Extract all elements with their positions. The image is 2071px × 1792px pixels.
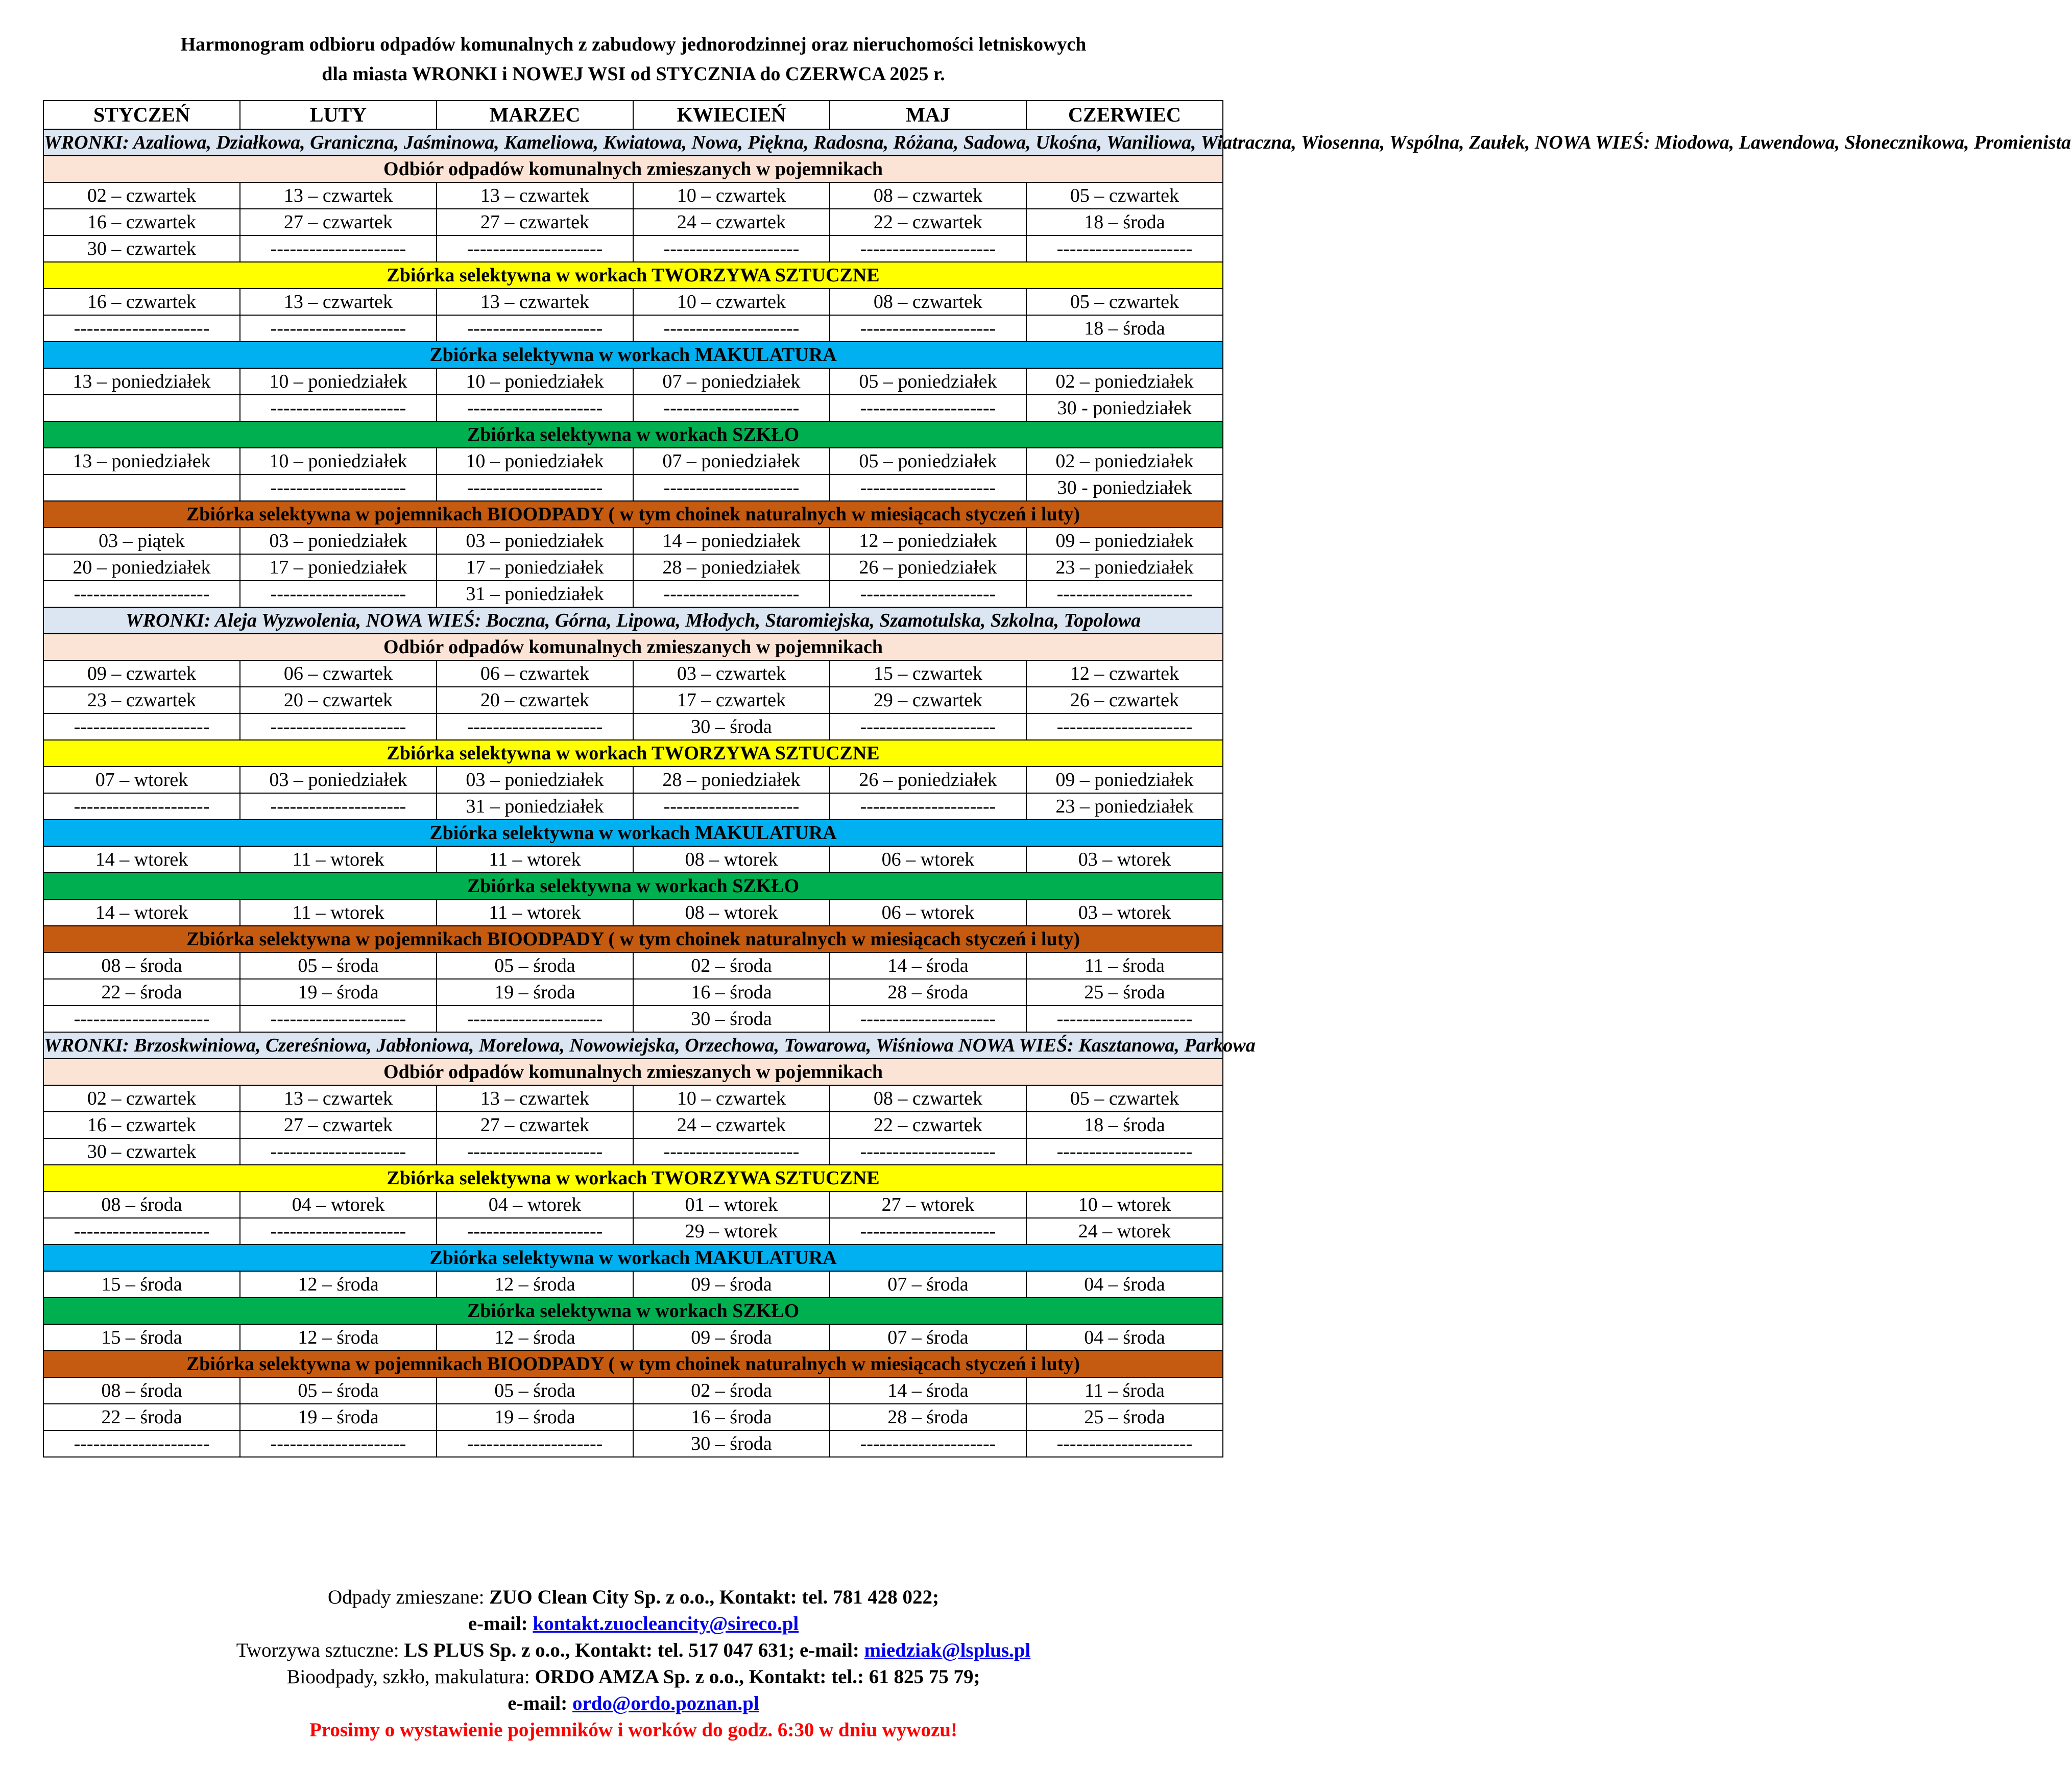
collection-type-row (43, 1351, 1223, 1377)
date-cell: 10 – poniedziałek (437, 368, 633, 395)
date-cell: --------------------- (43, 1430, 240, 1457)
collection-type-header-glass: Zbiórka selektywna w workach SZKŁO (43, 873, 1223, 899)
table-row (43, 581, 1223, 607)
street-list: WRONKI: Brzoskwiniowa, Czereśniowa, Jabłoniowa, Morelowa, Nowowiejska, Orzechowa, Towarowa, Wiśniowa NOWA WIEŚ: Kasztanowa, Parkowa (43, 1032, 1223, 1059)
date-cell: 23 – poniedziałek (1026, 554, 1223, 581)
date-cell: --------------------- (1026, 235, 1223, 262)
date-cell (43, 474, 240, 501)
date-cell: 30 – środa (633, 1006, 830, 1032)
date-cell: 03 – poniedziałek (240, 528, 437, 554)
date-cell: 11 – wtorek (437, 846, 633, 873)
date-cell: 14 – środa (830, 952, 1026, 979)
date-cell: 17 – czwartek (633, 687, 830, 713)
street-list: WRONKI: Aleja Wyzwolenia, NOWA WIEŚ: Boczna, Górna, Lipowa, Młodych, Staromiejska, Szamotulska, Szkolna, Topolowa (43, 607, 1223, 634)
date-cell: --------------------- (830, 793, 1026, 820)
date-cell: --------------------- (43, 1218, 240, 1245)
date-cell: 02 – środa (633, 1377, 830, 1404)
date-cell: 19 – środa (437, 1404, 633, 1430)
date-cell: --------------------- (830, 1218, 1026, 1245)
date-cell: 07 – wtorek (43, 767, 240, 793)
date-cell: 17 – poniedziałek (437, 554, 633, 581)
bio-email-line (0, 1690, 1267, 1717)
collection-type-header-paper: Zbiórka selektywna w workach MAKULATURA (43, 1245, 1223, 1271)
date-cell: 09 – środa (633, 1324, 830, 1351)
date-cell: 15 – czwartek (830, 660, 1026, 687)
date-cell: 04 – wtorek (437, 1191, 633, 1218)
date-cell: --------------------- (240, 1218, 437, 1245)
date-cell: 06 – czwartek (437, 660, 633, 687)
month-header: KWIECIEŃ (633, 101, 830, 129)
date-cell: 16 – środa (633, 1404, 830, 1430)
table-row (43, 793, 1223, 820)
table-row (43, 1324, 1223, 1351)
date-cell: --------------------- (240, 315, 437, 342)
collection-type-row (43, 421, 1223, 448)
date-cell: 24 – wtorek (1026, 1218, 1223, 1245)
date-cell: --------------------- (437, 395, 633, 421)
date-cell: 16 – czwartek (43, 209, 240, 235)
date-cell: 03 – poniedziałek (437, 528, 633, 554)
date-cell: 09 – środa (633, 1271, 830, 1298)
date-cell: 09 – poniedziałek (1026, 767, 1223, 793)
date-cell: 10 – poniedziałek (437, 448, 633, 474)
date-cell: 24 – czwartek (633, 209, 830, 235)
location-row (43, 129, 1223, 156)
date-cell: 11 – wtorek (437, 899, 633, 926)
date-cell: 27 – czwartek (437, 209, 633, 235)
date-cell: 26 – czwartek (1026, 687, 1223, 713)
date-cell: 10 – czwartek (633, 182, 830, 209)
date-cell: --------------------- (1026, 1006, 1223, 1032)
date-cell: --------------------- (240, 1138, 437, 1165)
collection-type-row (43, 926, 1223, 952)
date-cell: 26 – poniedziałek (830, 767, 1026, 793)
date-cell: 18 – środa (1026, 315, 1223, 342)
table-row (43, 315, 1223, 342)
date-cell: 10 – poniedziałek (240, 448, 437, 474)
date-cell: 30 – czwartek (43, 1138, 240, 1165)
date-cell: 13 – czwartek (437, 289, 633, 315)
pickup-time-warning: Prosimy o wystawienie pojemników i worków do godz. 6:30 w dniu wywozu! (309, 1719, 957, 1741)
date-cell: 16 – czwartek (43, 1112, 240, 1138)
date-cell: --------------------- (240, 1430, 437, 1457)
date-cell: --------------------- (633, 793, 830, 820)
date-cell: 24 – czwartek (633, 1112, 830, 1138)
bio-company: ORDO AMZA Sp. z o.o., Kontakt: tel.: 61 825 75 79; (535, 1666, 980, 1688)
date-cell: --------------------- (633, 235, 830, 262)
date-cell: --------------------- (43, 793, 240, 820)
schedule-table (43, 100, 2071, 1458)
date-cell: --------------------- (633, 1138, 830, 1165)
date-cell: 28 – środa (830, 1404, 1026, 1430)
table-row (43, 368, 1223, 395)
table-row (43, 395, 1223, 421)
date-cell: 13 – poniedziałek (43, 448, 240, 474)
date-cell: --------------------- (437, 713, 633, 740)
table-row (43, 713, 1223, 740)
date-cell: 27 – czwartek (240, 1112, 437, 1138)
date-cell: 27 – czwartek (240, 209, 437, 235)
month-header: MARZEC (437, 101, 633, 129)
date-cell: 25 – środa (1026, 1404, 1223, 1430)
date-cell: 02 – poniedziałek (1026, 368, 1223, 395)
collection-type-header-paper: Zbiórka selektywna w workach MAKULATURA (43, 820, 1223, 846)
collection-type-row (43, 1245, 1223, 1271)
collection-type-row (43, 1165, 1223, 1191)
date-cell: 20 – poniedziałek (43, 554, 240, 581)
date-cell: 23 – poniedziałek (1026, 793, 1223, 820)
date-cell: 16 – czwartek (43, 289, 240, 315)
date-cell: --------------------- (43, 581, 240, 607)
date-cell: 25 – środa (1026, 979, 1223, 1006)
mixed-email-label: e-mail: (468, 1613, 528, 1635)
date-cell: 11 – wtorek (240, 846, 437, 873)
date-cell: 14 – środa (830, 1377, 1026, 1404)
date-cell: --------------------- (437, 315, 633, 342)
date-cell: --------------------- (437, 1218, 633, 1245)
date-cell: 09 – poniedziałek (1026, 528, 1223, 554)
location-row (43, 1032, 1223, 1059)
date-cell: 29 – wtorek (633, 1218, 830, 1245)
date-cell: 11 – środa (1026, 952, 1223, 979)
date-cell: 05 – środa (240, 952, 437, 979)
collection-type-row (43, 501, 1223, 528)
date-cell: 11 – wtorek (240, 899, 437, 926)
table-row (43, 687, 1223, 713)
date-cell: 31 – poniedziałek (437, 581, 633, 607)
date-cell: 03 – czwartek (633, 660, 830, 687)
date-cell: 03 – poniedziałek (437, 767, 633, 793)
date-cell: --------------------- (1026, 1138, 1223, 1165)
bio-contact-line (0, 1664, 1267, 1690)
collection-type-header-glass: Zbiórka selektywna w workach SZKŁO (43, 1298, 1223, 1324)
mixed-email-line (0, 1611, 1267, 1637)
date-cell: --------------------- (240, 793, 437, 820)
month-header: MAJ (830, 101, 1026, 129)
date-cell: 13 – poniedziałek (43, 368, 240, 395)
date-cell: 30 – czwartek (43, 235, 240, 262)
date-cell: 01 – wtorek (633, 1191, 830, 1218)
date-cell: --------------------- (43, 315, 240, 342)
date-cell: 12 – środa (437, 1271, 633, 1298)
date-cell: 22 – czwartek (830, 1112, 1026, 1138)
mixed-email-link[interactable]: kontakt.zuocleancity@sireco.pl (533, 1613, 799, 1635)
date-cell: 27 – wtorek (830, 1191, 1026, 1218)
date-cell: 22 – środa (43, 979, 240, 1006)
plastic-company: LS PLUS Sp. z o.o., Kontakt: tel. 517 047 631; e-mail: (404, 1639, 859, 1661)
date-cell: 12 – środa (240, 1324, 437, 1351)
date-cell: 23 – czwartek (43, 687, 240, 713)
date-cell: --------------------- (1026, 581, 1223, 607)
date-cell: --------------------- (830, 1006, 1026, 1032)
bio-email-label: e-mail: (508, 1692, 568, 1714)
plastic-label: Tworzywa sztuczne: (236, 1639, 399, 1661)
date-cell: --------------------- (830, 474, 1026, 501)
date-cell: 06 – wtorek (830, 846, 1026, 873)
street-list: WRONKI: Azaliowa, Działkowa, Graniczna, Jaśminowa, Kameliowa, Kwiatowa, Nowa, Piękna, Radosna, Różana, Sadowa, Ukośna, Waniliowa, Wiatraczna, Wiosenna, Wspólna, Zaułek, NOWA WIEŚ: Miodowa, Lawendowa, Słonecznikowa, Promienista (43, 129, 1223, 156)
collection-type-header-mixed: Odbiór odpadów komunalnych zmieszanych w pojemnikach (43, 1059, 1223, 1085)
date-cell: --------------------- (437, 1138, 633, 1165)
date-cell: --------------------- (437, 235, 633, 262)
collection-type-row (43, 820, 1223, 846)
date-cell: 22 – środa (43, 1404, 240, 1430)
schedule-body (43, 129, 2071, 1457)
date-cell: 08 – wtorek (633, 846, 830, 873)
collection-type-header-bio: Zbiórka selektywna w pojemnikach BIOODPADY ( w tym choinek naturalnych w miesiącach styczeń i luty) (43, 926, 1223, 952)
date-cell: --------------------- (240, 235, 437, 262)
table-row (43, 767, 1223, 793)
date-cell: --------------------- (830, 315, 1026, 342)
table-row (43, 528, 1223, 554)
bio-email-link[interactable]: ordo@ordo.poznan.pl (572, 1692, 759, 1714)
date-cell: --------------------- (830, 235, 1026, 262)
date-cell: 20 – czwartek (437, 687, 633, 713)
date-cell: 13 – czwartek (240, 1085, 437, 1112)
date-cell: 13 – czwartek (437, 1085, 633, 1112)
collection-type-header-paper: Zbiórka selektywna w workach MAKULATURA (43, 342, 1223, 368)
collection-type-header-plastic: Zbiórka selektywna w workach TWORZYWA SZTUCZNE (43, 1165, 1223, 1191)
table-row (43, 1191, 1223, 1218)
table-row (43, 979, 1223, 1006)
date-cell: 19 – środa (437, 979, 633, 1006)
date-cell: 14 – wtorek (43, 846, 240, 873)
table-row (43, 182, 1223, 209)
date-cell: 14 – wtorek (43, 899, 240, 926)
table-row (43, 1404, 1223, 1430)
collection-type-row (43, 1298, 1223, 1324)
collection-type-row (43, 873, 1223, 899)
table-row (43, 1138, 1223, 1165)
month-header: LUTY (240, 101, 437, 129)
date-cell: 16 – środa (633, 979, 830, 1006)
mixed-company: ZUO Clean City Sp. z o.o., Kontakt: tel. 781 428 022; (489, 1586, 939, 1608)
collection-type-header-glass: Zbiórka selektywna w workach SZKŁO (43, 421, 1223, 448)
date-cell: 08 – czwartek (830, 182, 1026, 209)
date-cell: --------------------- (633, 315, 830, 342)
plastic-contact-line (0, 1637, 1267, 1664)
date-cell: 03 – wtorek (1026, 899, 1223, 926)
date-cell: --------------------- (633, 395, 830, 421)
collection-type-row (43, 262, 1223, 289)
table-row (43, 660, 1223, 687)
contact-footer (0, 1584, 1267, 1743)
collection-type-header-bio: Zbiórka selektywna w pojemnikach BIOODPADY ( w tym choinek naturalnych w miesiącach styczeń i luty) (43, 501, 1223, 528)
collection-type-row (43, 634, 1223, 660)
date-cell: 03 – wtorek (1026, 846, 1223, 873)
date-cell: 08 – czwartek (830, 1085, 1026, 1112)
date-cell: 02 – czwartek (43, 1085, 240, 1112)
date-cell: 31 – poniedziałek (437, 793, 633, 820)
collection-type-header-plastic: Zbiórka selektywna w workach TWORZYWA SZTUCZNE (43, 740, 1223, 767)
date-cell: 02 – czwartek (43, 182, 240, 209)
table-row (43, 289, 1223, 315)
date-cell: --------------------- (633, 474, 830, 501)
date-cell: 02 – środa (633, 952, 830, 979)
mixed-contact-line (0, 1584, 1267, 1611)
table-row (43, 1112, 1223, 1138)
date-cell: 28 – środa (830, 979, 1026, 1006)
date-cell: --------------------- (437, 474, 633, 501)
date-cell: --------------------- (43, 1006, 240, 1032)
date-cell: 10 – wtorek (1026, 1191, 1223, 1218)
month-header-row (43, 101, 1223, 129)
bio-label: Bioodpady, szkło, makulatura: (286, 1666, 530, 1688)
mixed-label: Odpady zmieszane: (328, 1586, 485, 1608)
date-cell: --------------------- (437, 1006, 633, 1032)
date-cell: 06 – wtorek (830, 899, 1026, 926)
date-cell: 28 – poniedziałek (633, 554, 830, 581)
collection-type-header-mixed: Odbiór odpadów komunalnych zmieszanych w pojemnikach (43, 156, 1223, 182)
date-cell: 19 – środa (240, 979, 437, 1006)
date-cell: --------------------- (830, 395, 1026, 421)
date-cell: --------------------- (830, 713, 1026, 740)
date-cell: 05 – środa (240, 1377, 437, 1404)
date-cell: 19 – środa (240, 1404, 437, 1430)
date-cell: 05 – poniedziałek (830, 368, 1026, 395)
month-header: CZERWIEC (1026, 101, 1223, 129)
collection-type-header-bio: Zbiórka selektywna w pojemnikach BIOODPADY ( w tym choinek naturalnych w miesiącach styczeń i luty) (43, 1351, 1223, 1377)
table-row (43, 448, 1223, 474)
date-cell: --------------------- (240, 1006, 437, 1032)
collection-type-row (43, 156, 1223, 182)
table-row (43, 899, 1223, 926)
date-cell: 05 – czwartek (1026, 289, 1223, 315)
date-cell: 07 – poniedziałek (633, 368, 830, 395)
date-cell: 04 – środa (1026, 1324, 1223, 1351)
table-row (43, 1218, 1223, 1245)
date-cell: 12 – środa (240, 1271, 437, 1298)
document-title (0, 30, 1267, 89)
date-cell: 10 – czwartek (633, 1085, 830, 1112)
date-cell: 22 – czwartek (830, 209, 1026, 235)
date-cell: 08 – czwartek (830, 289, 1026, 315)
date-cell: 15 – środa (43, 1271, 240, 1298)
date-cell: 08 – wtorek (633, 899, 830, 926)
date-cell: 13 – czwartek (437, 182, 633, 209)
table-row (43, 474, 1223, 501)
table-row (43, 1271, 1223, 1298)
date-cell: 08 – środa (43, 952, 240, 979)
date-cell: 08 – środa (43, 1377, 240, 1404)
date-cell: 08 – środa (43, 1191, 240, 1218)
collection-type-header-mixed: Odbiór odpadów komunalnych zmieszanych w pojemnikach (43, 634, 1223, 660)
date-cell: --------------------- (830, 581, 1026, 607)
date-cell: 30 - poniedziałek (1026, 395, 1223, 421)
table-row (43, 1006, 1223, 1032)
date-cell: 13 – czwartek (240, 182, 437, 209)
plastic-email-link[interactable]: miedziak@lsplus.pl (864, 1639, 1031, 1661)
date-cell: 06 – czwartek (240, 660, 437, 687)
date-cell: 05 – środa (437, 1377, 633, 1404)
date-cell: 15 – środa (43, 1324, 240, 1351)
date-cell: 10 – poniedziałek (240, 368, 437, 395)
table-row (43, 846, 1223, 873)
date-cell: 11 – środa (1026, 1377, 1223, 1404)
date-cell: 03 – poniedziałek (240, 767, 437, 793)
date-cell: 05 – czwartek (1026, 182, 1223, 209)
collection-type-row (43, 740, 1223, 767)
table-row (43, 235, 1223, 262)
date-cell: 12 – środa (437, 1324, 633, 1351)
date-cell: 18 – środa (1026, 1112, 1223, 1138)
table-row (43, 1085, 1223, 1112)
table-row (43, 209, 1223, 235)
date-cell: 30 – środa (633, 713, 830, 740)
date-cell: 07 – poniedziałek (633, 448, 830, 474)
date-cell: --------------------- (633, 581, 830, 607)
date-cell: --------------------- (830, 1430, 1026, 1457)
table-row (43, 554, 1223, 581)
date-cell: 04 – wtorek (240, 1191, 437, 1218)
date-cell: --------------------- (240, 713, 437, 740)
date-cell: --------------------- (240, 474, 437, 501)
date-cell: 10 – czwartek (633, 289, 830, 315)
date-cell: --------------------- (830, 1138, 1026, 1165)
date-cell: 03 – piątek (43, 528, 240, 554)
date-cell: 02 – poniedziałek (1026, 448, 1223, 474)
collection-type-row (43, 1059, 1223, 1085)
table-row (43, 1430, 1223, 1457)
date-cell: 09 – czwartek (43, 660, 240, 687)
date-cell: 17 – poniedziałek (240, 554, 437, 581)
date-cell: 05 – czwartek (1026, 1085, 1223, 1112)
date-cell: 30 – środa (633, 1430, 830, 1457)
date-cell: 07 – środa (830, 1271, 1026, 1298)
date-cell: 05 – poniedziałek (830, 448, 1026, 474)
date-cell: 30 - poniedziałek (1026, 474, 1223, 501)
month-header: STYCZEŃ (43, 101, 240, 129)
date-cell: 12 – czwartek (1026, 660, 1223, 687)
date-cell: --------------------- (1026, 713, 1223, 740)
date-cell: --------------------- (1026, 1430, 1223, 1457)
date-cell: --------------------- (240, 395, 437, 421)
location-row (43, 607, 1223, 634)
date-cell: --------------------- (437, 1430, 633, 1457)
date-cell: 28 – poniedziałek (633, 767, 830, 793)
title-line-2: dla miasta WRONKI i NOWEJ WSI od STYCZNIA do CZERWCA 2025 r. (322, 63, 945, 85)
date-cell: 26 – poniedziałek (830, 554, 1026, 581)
date-cell: --------------------- (240, 581, 437, 607)
collection-type-row (43, 342, 1223, 368)
collection-type-header-plastic: Zbiórka selektywna w workach TWORZYWA SZTUCZNE (43, 262, 1223, 289)
date-cell: 07 – środa (830, 1324, 1026, 1351)
table-row (43, 952, 1223, 979)
date-cell: 29 – czwartek (830, 687, 1026, 713)
date-cell: 12 – poniedziałek (830, 528, 1026, 554)
date-cell: 14 – poniedziałek (633, 528, 830, 554)
date-cell (43, 395, 240, 421)
title-line-1: Harmonogram odbioru odpadów komunalnych z zabudowy jednorodzinnej oraz nieruchomości letniskowych (180, 34, 1087, 55)
date-cell: 18 – środa (1026, 209, 1223, 235)
date-cell: 27 – czwartek (437, 1112, 633, 1138)
date-cell: 04 – środa (1026, 1271, 1223, 1298)
table-row (43, 1377, 1223, 1404)
date-cell: 20 – czwartek (240, 687, 437, 713)
date-cell: 05 – środa (437, 952, 633, 979)
date-cell: --------------------- (43, 713, 240, 740)
date-cell: 13 – czwartek (240, 289, 437, 315)
